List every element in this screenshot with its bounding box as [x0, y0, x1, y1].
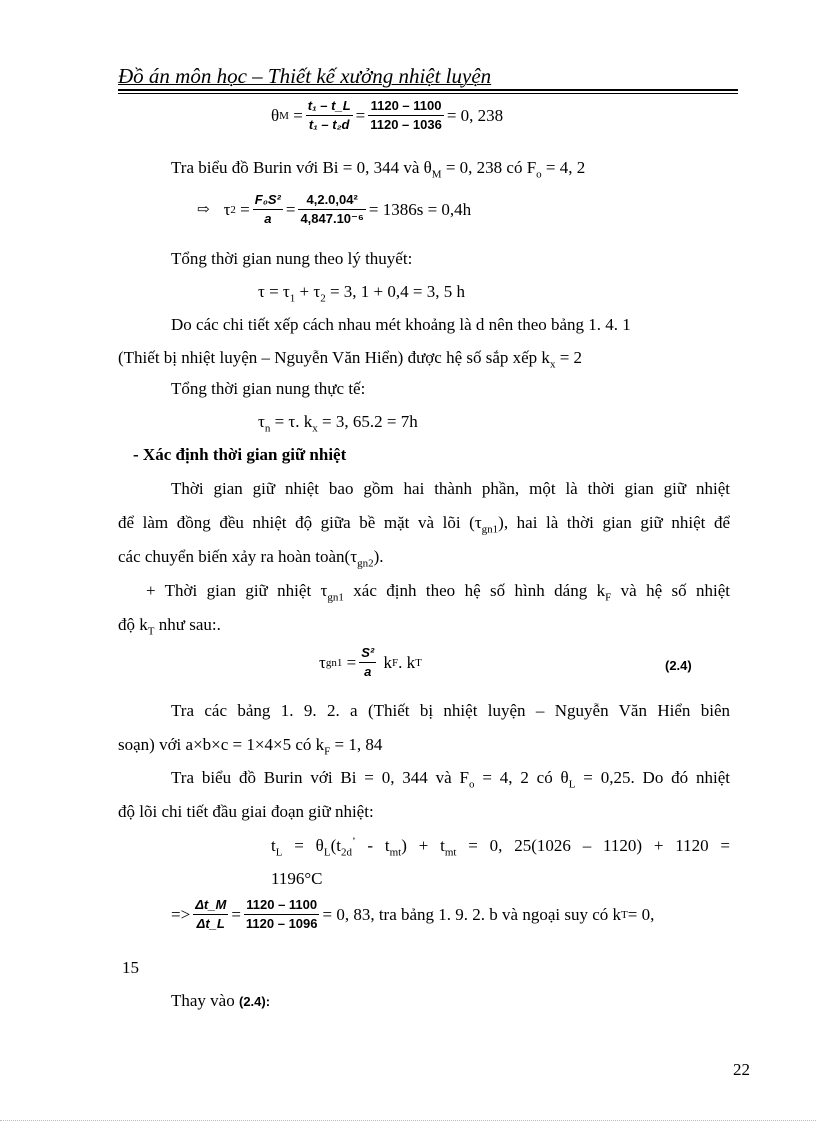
header-rule: [118, 89, 738, 91]
equation-theta-m: θ M = $\frac{\text{t₁ – t\_L}}{\text{t₁ – t₂d}}$ = $\frac{1120 - 1100}{1120 - 1036}$ = 0, 238: [271, 98, 504, 132]
text-gn1-line1: + Thời gian giữ nhiệt $\tau_{gn1}$ xác định theo hệ số hình dáng $k_F$ và hệ số nhiệt: [146, 581, 731, 604]
equation-tl: $t_L = \theta_L(t_{2d}^’ - t_{mt}) + t_{mt} = 0$, 25(1026 – 1120) + 1120 =: [271, 835, 730, 859]
fraction-denominator: t₁ – t₂d: [308, 117, 350, 132]
section-heading: - Xác định thời gian giữ nhiệt: [133, 445, 347, 464]
fraction-denominator: Δt_L: [196, 916, 225, 931]
page-bottom-border: [0, 1120, 816, 1121]
text-hold-line1: Thời gian giữ nhiệt bao gồm hai thành phần, một là thời gian giữ nhiệt: [171, 479, 730, 498]
text-burin2-line1: Tra biểu đồ Burin với Bi = 0, 344 và $F_o = 4$, 2 có $\theta_L = 0,25$. Do đó nhiệt: [171, 768, 730, 791]
fraction-numerator: 4,2.0,04²: [298, 192, 365, 210]
text-hold-line3: các chuyển biến xảy ra hoàn $toàn(\tau_{gn2})$.: [118, 547, 384, 570]
text-table-line2: soạn) với a×b×c = 1×4×5 có $k_F = 1$, 84: [118, 735, 383, 758]
equation-tau2: ⇨ τ 2 = $\frac{\text{F₀S²}}{a}$ = $\frac{\text{4,2.0,04²}}{\text{4,847.10⁻⁶}}$ = 1386s = 0,4h: [197, 192, 472, 226]
fraction-symbolic: [253, 192, 283, 227]
fraction-denominator: a: [364, 664, 372, 679]
page-number: 22: [733, 1060, 750, 1079]
fraction-symbolic: [193, 897, 228, 932]
equation-tau-n: $\tau_n = \tau$. $k_x = 3$, 65.2 = 7h: [258, 412, 418, 435]
text-burin2-line2: độ lõi chi tiết đầu giai đoạn giữ nhiệt:: [118, 802, 374, 821]
fraction-numeric: [244, 897, 320, 932]
equation-gn1: τ gn1 = $\frac{\text{S²}}{a}$ k F . k T: [319, 645, 422, 679]
text-substitute: Thay vào (2.4):: [171, 991, 271, 1010]
fraction-denominator: a: [264, 211, 272, 226]
header-rule-thin: [118, 93, 738, 94]
fraction-denominator: 4,847.10⁻⁶: [300, 211, 364, 226]
equation-result: = 1386s = 0,4h: [368, 199, 472, 219]
fraction-numeric: [368, 98, 444, 133]
fraction-numerator: 1120 – 1100: [368, 98, 444, 116]
text-gn1-line2: độ $k_T$ như sau:.: [118, 615, 221, 638]
fraction-numerator: F₀S²: [253, 192, 283, 210]
equation-tl-result: 1196°C: [271, 869, 323, 888]
fraction-symbolic: [306, 98, 353, 133]
text-burin-1: Tra biểu đồ Burin với Bi = 0, 344 và $\theta_M = 0$, 238 có $F_o = 4$, 2: [171, 158, 586, 181]
text-arrange-line1: Do các chi tiết xếp cách nhau mét khoảng là d nên theo bảng 1. 4. 1: [171, 315, 631, 334]
fraction-numerator: S²: [359, 645, 376, 663]
document-header: Đồ án môn học – Thiết kế xưởng nhiệt luyện: [118, 64, 492, 88]
text-hold-line2: để làm đồng đều nhiệt độ giữa bề mặt và lõi $(\tau_{gn1})$, hai là thời gian giữ nhiệt để: [118, 513, 730, 536]
fraction-numerator: Δt_M: [193, 897, 228, 915]
implies-arrow-icon: ⇨: [197, 201, 210, 218]
fraction-numerator: 1120 – 1100: [244, 897, 320, 915]
theta-symbol: θ: [271, 105, 280, 125]
equation-tau-total: $\tau = \tau_1 + \tau_2 = 3$, 1 + 0,4 = 3, 5 h: [258, 282, 465, 305]
equation-result: = 0, 238: [446, 105, 504, 125]
fraction-numerator: t₁ – t_L: [306, 98, 353, 116]
fraction-denominator: 1120 – 1036: [370, 117, 442, 132]
equation-number: (2.4): [665, 658, 692, 673]
equation-ratio: => $\frac{\Delta t\_M}{\Delta t\_L}$ = $\frac{1120 - 1100}{1120 - 1096}$ = 0, 83, tra bảng 1. 9. 2. b và ngoại suy có k T = 0,: [171, 897, 655, 931]
text-total-theory: Tổng thời gian nung theo lý thuyết:: [171, 249, 413, 268]
fraction-denominator: 1120 – 1096: [245, 916, 318, 931]
fraction-symbolic: [359, 645, 376, 680]
text-arrange-line2: (Thiết bị nhiệt luyện – Nguyễn Văn Hiển) được hệ số sắp xếp $k_x = 2$: [118, 348, 583, 371]
text-table-line1: Tra các bảng 1. 9. 2. a (Thiết bị nhiệt luyện – Nguyễn Văn Hiển biên: [171, 701, 730, 720]
fraction-numeric: [298, 192, 365, 227]
text-total-real: Tổng thời gian nung thực tế:: [171, 379, 366, 398]
equation-ratio-continued: 15: [122, 958, 139, 977]
